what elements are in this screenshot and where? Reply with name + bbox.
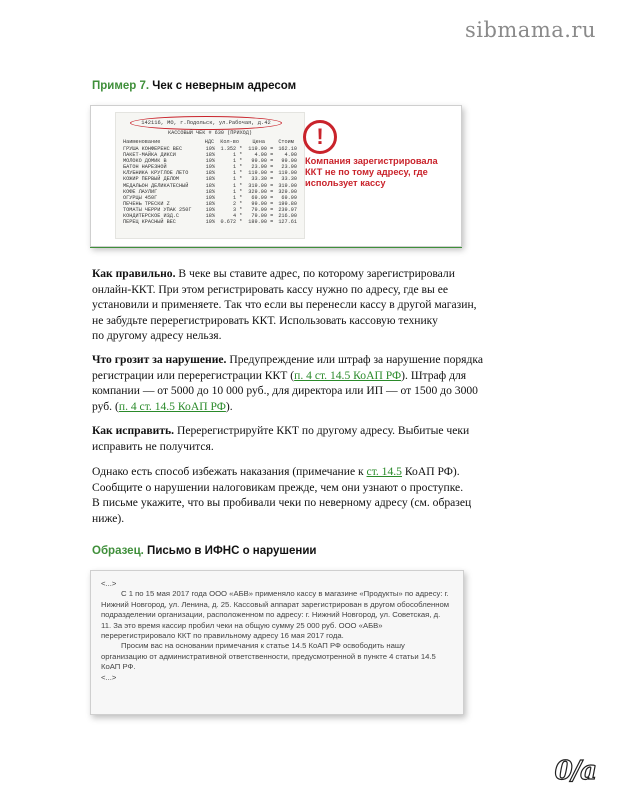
receipt-cell: 99.90 =: [251, 158, 274, 165]
sample-heading: [92, 545, 316, 557]
receipt-cell: 1 *: [232, 194, 243, 201]
receipt-header: Наименование: [123, 139, 161, 145]
receipt-cell: 10%: [205, 158, 215, 165]
receipt-header-row: [122, 139, 298, 146]
receipt-cell: 319.00: [278, 182, 297, 189]
text-line: Перерегистрируйте ККТ по другому адресу. Выбитые чеки: [174, 424, 470, 437]
receipt-cell: ПЕРЕЦ КРАСНЫЙ ВЕС: [123, 219, 176, 226]
receipt-cell: 23.90 =: [251, 164, 274, 171]
sample-label: Образец.: [92, 545, 144, 557]
receipt-cell: ПЕЧЕНЬ ТРЕСКИ Z: [123, 200, 170, 207]
section-fix-lead: Как исправить.: [92, 424, 175, 437]
receipt-cell: 127.61: [278, 219, 297, 226]
receipt-cell: 69.99: [281, 194, 297, 201]
text-line: онлайн-ККТ. При этом регистрировать кассу нужно по адресу, где вы ее: [92, 282, 449, 296]
text-line: по другому адресу нельзя.: [92, 329, 222, 343]
receipt-illustration: [90, 105, 462, 247]
receipt-cell: ОГУРЦЫ 450Г: [123, 194, 158, 201]
receipt-cell: 10%: [205, 164, 215, 171]
receipt-cell: ГРУША КОНФЕРЕНС ВЕС: [123, 146, 183, 152]
receipt-cell: 189.90 =: [248, 219, 274, 226]
receipt-cell: БАТОН НАРЕЗНОЙ: [123, 164, 167, 171]
receipt-cell: КОНДИТЕРСКОЕ ИЗД.С: [123, 213, 180, 220]
receipt-rows: [122, 146, 298, 225]
receipt-cell: 18%: [205, 188, 215, 195]
receipt-cell: 18%: [205, 213, 215, 220]
receipt-cell: 1 *: [232, 152, 243, 159]
text-line: исправить не получится.: [92, 439, 214, 453]
letter-paragraph: С 1 по 15 мая 2017 года ООО «АБВ» применяло кассу в магазине «Продукты» по адресу: г. Нижний Новгород, ул. Ленина, д. 25. Кассовый аппарат зарегистрирован в другом обособленном подразделении организации, расположенном по адресу: г. Нижний Новгород, ул. Советская, д. 11. За это время кассир пробил чеки на общую сумму 25 000 руб. ООО «АБВ» перерегистрировало ККТ по правильному адресу 16 мая 2017 года.: [101, 589, 450, 641]
receipt-cell: 1 *: [232, 164, 243, 171]
receipt-cell: 18%: [205, 170, 215, 177]
example-heading: [92, 80, 296, 92]
receipt-cell: 23.90: [281, 164, 297, 171]
text-line: Сообщите о нарушении налоговикам прежде, чем они узнают о проступке.: [92, 480, 464, 494]
text-line: не забудьте перерегистрировать ККТ. Использовать кассовую технику: [92, 313, 438, 327]
text-line: регистрации или перерегистрации ККТ (: [92, 368, 295, 382]
text-line: ).: [225, 399, 233, 413]
receipt-address: 142116, МО, г.Подольск, ул.Рабочая, д.42: [130, 116, 282, 130]
receipt-cell: 10%: [205, 206, 215, 213]
text-line: компании — от 5000 до 10 000 руб., для директора или ИП — от 1500 до 3000: [92, 384, 478, 398]
receipt-cell: 1 *: [232, 170, 243, 177]
example-label: Пример 7.: [92, 80, 150, 92]
receipt-cell: 99.90: [281, 158, 297, 165]
receipt-cell: 119.00 =: [248, 170, 274, 177]
text-line: установили и применяете. Так что если вы перенесли кассу в другой магазин,: [92, 298, 477, 312]
text-line: КоАП РФ).: [401, 465, 460, 478]
section-fix: [92, 423, 532, 454]
section-correct-lead: Как правильно.: [92, 267, 176, 280]
text-line: ниже).: [92, 511, 125, 525]
text-line: Предупреждение или штраф за нарушение порядка: [226, 353, 484, 366]
receipt-cell: 1 *: [232, 182, 243, 189]
alert-message: Компания зарегистрировала ККТ не по тому адресу, где использует кассу: [305, 156, 438, 188]
text-line: ). Штраф для: [401, 368, 467, 382]
receipt-cell: 18%: [205, 176, 215, 183]
letter-sample: [90, 570, 464, 715]
text-line: В письме укажите, что вы пробивали чеки по неверному адресу (см. образец: [92, 496, 472, 510]
receipt-cell: 99.90 =: [251, 200, 274, 207]
letter-paragraph: Просим вас на основании примечания к статье 14.5 КоАП РФ освободить нашу организацию от административной ответственности, предусмотренной в пункте 4 статьи 14.5 КоАП РФ.: [101, 641, 436, 672]
receipt-cell: 33.30 =: [251, 176, 274, 183]
law-link[interactable]: ст. 14.5: [366, 465, 402, 478]
section-penalty-lead: Что грозит за нарушение.: [92, 353, 227, 366]
receipt-cell: 239.97: [278, 206, 297, 213]
text-line: руб. (: [92, 399, 119, 413]
section-penalty: [92, 352, 532, 414]
receipt-cell: 18%: [205, 182, 215, 189]
publisher-logo: 0/a: [554, 756, 596, 786]
receipt-cell: КОЖИР ПЕРВЫЙ ДЕЛОМ: [123, 176, 180, 183]
section-correct: [92, 266, 532, 344]
receipt-cell: 199.80: [278, 200, 297, 207]
receipt-row: [122, 183, 298, 189]
receipt-cell: 4.90: [284, 152, 297, 159]
letter-body: [101, 579, 451, 683]
receipt-cell: 0.672 *: [220, 219, 243, 226]
receipt-cell: 79.00 =: [251, 213, 274, 220]
receipt-row: [122, 189, 298, 195]
divider: [90, 247, 462, 248]
receipt-cell: 1 *: [232, 158, 243, 165]
receipt-cell: МЕДАЛЬОН ДЕЛИКАТЕСНЫЙ: [123, 182, 189, 189]
receipt-cell: 18%: [205, 152, 215, 159]
text-line: В чеке вы ставите адрес, по которому зарегистрировали: [175, 267, 455, 280]
receipt-cell: 4 *: [232, 213, 243, 220]
exclamation-icon: !: [303, 120, 337, 154]
receipt-header: НДС: [204, 139, 215, 145]
receipt-header: Кол-во: [220, 139, 239, 145]
letter-ellipsis: <...>: [101, 672, 117, 682]
receipt-cell: 216.00: [278, 213, 297, 220]
receipt-row: [122, 219, 298, 225]
receipt-cell: ТОМАТЫ ЧЕРРИ УПАК 250Г: [123, 206, 192, 213]
receipt-cell: 3 *: [232, 206, 243, 213]
receipt-kassa-line: КАССОВЫЙ ЧЕК # 630 (ПРИХОД): [167, 130, 253, 136]
receipt-cell: 2 *: [232, 200, 243, 207]
receipt-cell: 4.90 =: [254, 152, 274, 159]
site-watermark: sibmama.ru: [464, 18, 596, 42]
receipt-cell: 1 *: [232, 188, 243, 195]
receipt-cell: КЛУБНИКА КРУГЛОЕ ЛЕТО: [123, 170, 189, 177]
law-link[interactable]: п. 4 ст. 14.5 КоАП РФ: [118, 399, 226, 413]
receipt-cell: 162.10: [278, 146, 297, 152]
receipt-cell: 329.00 =: [248, 188, 274, 195]
receipt-cell: КОФЕ ЛАУЛИГ: [123, 188, 158, 195]
text-line: Однако есть способ избежать наказания (примечание к: [92, 465, 367, 478]
receipt-header: Стоим: [278, 139, 294, 145]
receipt-cell: 18%: [205, 200, 215, 207]
receipt-cell: 319.00 =: [248, 182, 274, 189]
sample-title: Письмо в ИФНС о нарушении: [147, 545, 317, 557]
receipt-cell: 10%: [205, 219, 215, 226]
receipt-cell: 1 *: [232, 176, 243, 183]
receipt-cell: 69.99 =: [251, 194, 274, 201]
receipt-cell: МОЛОКО ДОМИК В: [123, 158, 167, 165]
receipt-row: [122, 176, 298, 182]
receipt-cell: 1.352 *: [220, 146, 243, 152]
receipt-cell: 79.99 =: [251, 206, 274, 213]
law-link[interactable]: п. 4 ст. 14.5 КоАП РФ: [294, 368, 402, 382]
receipt-row: [122, 195, 298, 201]
section-avoid: [92, 464, 532, 526]
receipt-cell: 329.00: [278, 188, 297, 195]
receipt-header: Цена: [252, 139, 265, 145]
receipt-cell: 119.00: [278, 170, 297, 177]
receipt-cell: 33.30: [281, 176, 297, 183]
receipt-cell: 10%: [205, 194, 215, 201]
letter-ellipsis: <...>: [101, 579, 117, 588]
receipt-cell: 119.90 =: [248, 146, 274, 152]
receipt-cell: ПАКЕТ-МАЙКА ДИКСИ: [123, 152, 176, 159]
receipt-image: [115, 112, 305, 239]
receipt-table: [122, 139, 298, 225]
example-title: Чек с неверным адресом: [152, 80, 297, 92]
receipt-cell: 10%: [205, 146, 215, 152]
